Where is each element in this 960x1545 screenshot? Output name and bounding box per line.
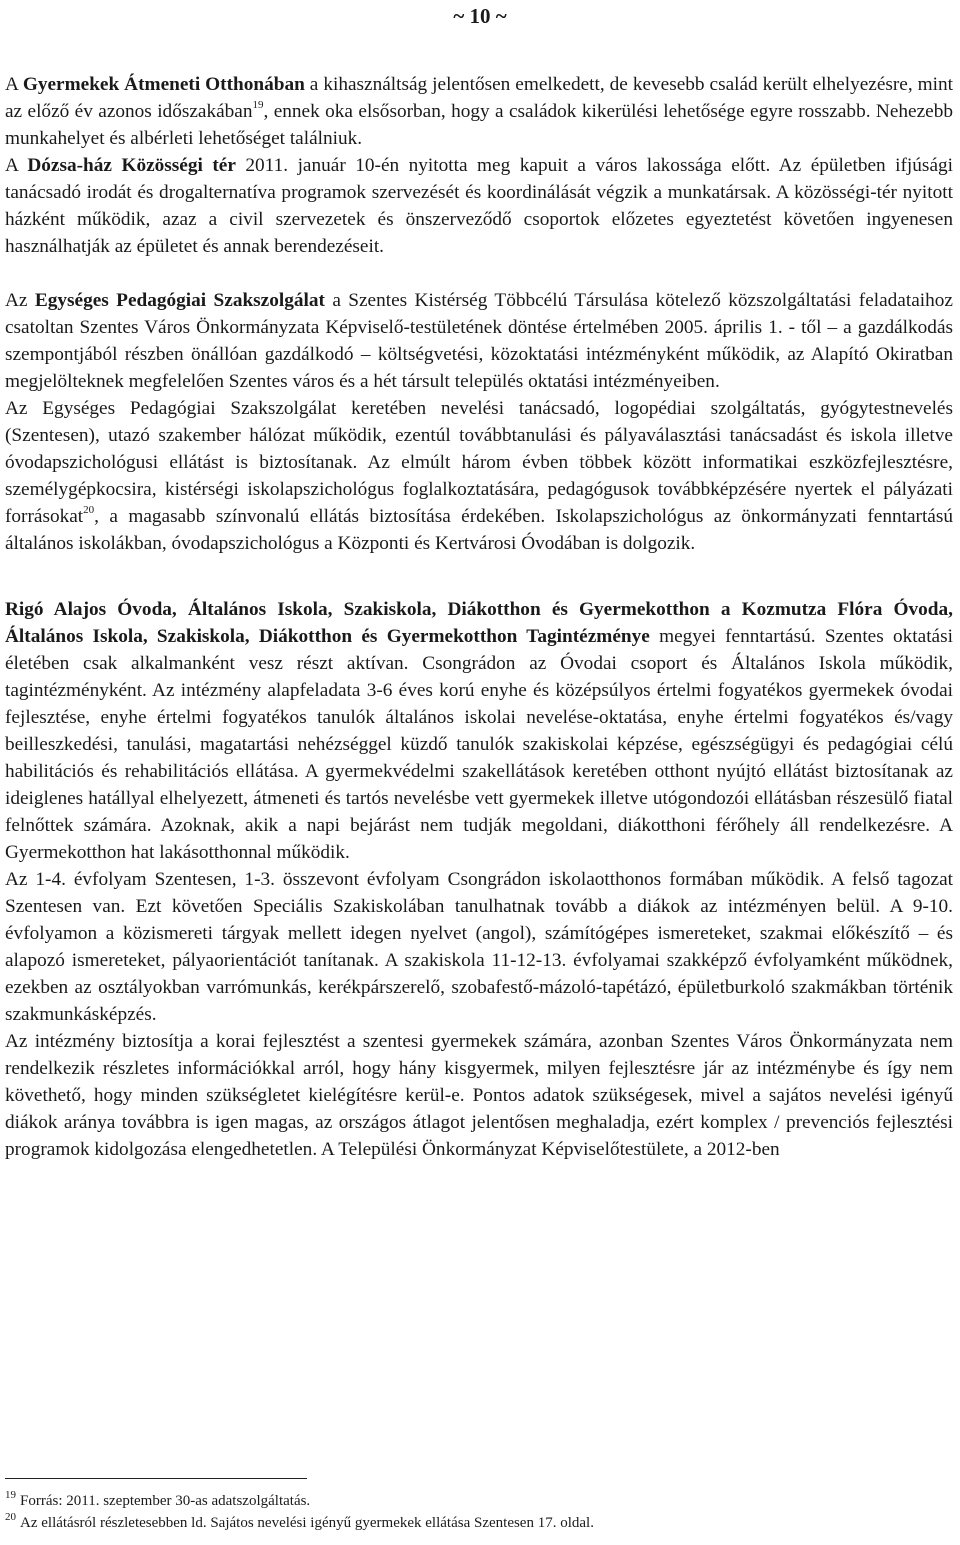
text-run: Az 1-4. évfolyam Szentesen, 1-3. összevont évfolyam Csongrádon iskolaotthonos formában működik. A felső tagozat Szentesen van. Ezt követően Speciális Szakiskolában tanulhatnak tovább a diákok az intézményen belül. A 9-10. évfolyamon a közismereti tárgyak mellett idegen nyelvet (angol), számítógépes ismereteket, szakmai előkészítő – és alapozó ismereteket, pályaorientációt tanítanak. A szakiskola 11-12-13. évfolyamai szakképző évfolyamként működnek, ezekben az osztályokban varrómunkás, kerékpárszerelő, szobafestő-mázoló-tapétázó, épületburkoló szakmákban történik szakmunkásképzés.	[5, 869, 953, 1025]
text-run: a Szentes Kistérség Többcélú Társulása kötelező közszolgáltatási feladataihoz csatoltan Szentes Város Önkormányzata Képviselő-testületének döntése értelmében 2005. április 1. - től – a gazdálkodás szempontjából részben önállóan gazdálkodó – költségvetési, közoktatási intézményként működik, az Alapító Okiratban megjelölteknek megfelelően Szentes város és a hét társult település oktatási intézményeiben.	[5, 290, 953, 392]
paragraph-pedagogiai-szakszolgalat	[5, 287, 953, 395]
body-text	[5, 71, 953, 1163]
text-run: Az	[5, 290, 35, 311]
footnote-20	[5, 1512, 953, 1534]
footnotes	[5, 1490, 953, 1534]
footnote-mark: 19	[5, 1489, 16, 1501]
footnote-text: Forrás: 2011. szeptember 30-as adatszolgáltatás.	[20, 1493, 311, 1509]
institution-name: Egységes Pedagógiai Szakszolgálat	[34, 290, 325, 311]
text-run: , ennek oka elsősorban, hogy a családok kikerülési lehetősége egyre rosszabb. Nehezebb munkahelyet és albérleti lehetőséget találniuk.	[5, 101, 954, 149]
paragraph-gap	[5, 260, 953, 287]
footnote-19	[5, 1490, 953, 1512]
text-run: megyei fenntartású. Szentes oktatási életében csak alkalmanként vesz részt aktívan. Csongrádon az Óvodai csoport és Általános Iskola működik, tagintézményként. Az intézmény alapfeladata 3-6 éves korú enyhe és középsúlyos értelmi fogyatékos gyermekek óvodai fejlesztése, enyhe értelmi fogyatékos tanulók általános iskolai nevelése-oktatása, enyhe értelmi fogyatékos és/vagy beilleszkedési, tanulási, magatartási nehézséggel küzdő tanulók szakiskolai képzése, egészségügyi és pedagógiai célú habilitációs és rehabilitációs ellátása. A gyermekvédelmi szakellátások keretében otthont nyújtó ellátást biztosítanak az ideiglenes hatállyal elhelyezett, átmeneti és tartós nevelésbe vett gyermekek illetve utógondozói ellátásban részesülő fiatal felnőttek számára. Azoknak, akik a napi bejárást nem tudják megoldani, diákotthoni férőhely áll rendelkezésre. A Gyermekotthon hat lakásotthonnal működik.	[5, 626, 953, 863]
institution-name: Gyermekek Átmeneti Otthonában	[22, 74, 305, 95]
paragraph-dozsa-haz	[5, 152, 953, 260]
footnote-text: Az ellátásról részletesebben ld. Sajátos nevelési igényű gyermekek ellátása Szentesen 17. oldal.	[20, 1515, 594, 1531]
text-run: Az Egységes Pedagógiai Szakszolgálat keretében nevelési tanácsadó, logopédiai szolgáltatás, gyógytestnevelés (Szentesen), utazó szakember hálózat működik, ezentúl továbbtanulási és pályaválasztási tanácsadást és iskola illetve óvodapszichológusi ellátást is biztosítanak. Az elmúlt három évben többek között informatikai eszközfejlesztésre, személygépkocsira, kistérségi iskolapszichológus foglalkoztatására, pedagógusok továbbképzésére nyertek el pályázati forrásokat	[5, 398, 953, 527]
page-number: ~ 10 ~	[453, 4, 507, 28]
footnote-ref-20: 20	[83, 504, 95, 516]
paragraph-gap	[5, 557, 953, 596]
paragraph-rigo-alajos	[5, 596, 953, 866]
text-run: Az intézmény biztosítja a korai fejlesztést a szentesi gyermekek számára, azonban Szentes Város Önkormányzata nem rendelkezik részletes információkkal arról, hogy hány kisgyermek, milyen fejlesztésre jár az intézménybe és így nem követhető, hogy minden szükségletet kielégítésre kerül-e. Pontos adatok szükségesek, mivel a sajátos nevelési igényű diákok aránya továbbra is igen magas, az országos átlagot jelentősen meghaladja, ezért komplex / prevenciós fejlesztési programok kidolgozása elengedhetetlen. A Települési Önkormányzat Képviselőtestülete, a 2012-ben	[5, 1031, 953, 1160]
text-run: A	[5, 155, 28, 176]
text-run: a kihasználtság jelentősen emelkedett, de kevesebb család került elhelyezésre, mint az előző év azonos időszakában	[5, 74, 954, 122]
paragraph-szakszolgalat-services	[5, 395, 953, 557]
paragraph-evfolyamok	[5, 866, 953, 1028]
paragraph-gyermekek-atmeneti-otthona	[5, 71, 953, 152]
footnote-mark: 20	[5, 1511, 16, 1523]
text-run: A	[5, 74, 23, 95]
footnote-separator	[5, 1478, 307, 1479]
text-run: 2011. január 10-én nyitotta meg kapuit a város lakossága előtt. Az épületben ifjúsági tanácsadó irodát és drogalternatíva programok szervezését és koordinálását végzik a munkatársak. A közösségi-tér nyitott házként működik, azaz a civil szervezetek és önszerveződő csoportok előzetes egyeztetést követően ingyenesen használhatják az épületet és annak berendezéseit.	[5, 155, 953, 257]
institution-name: Dózsa-ház Közösségi tér	[27, 155, 236, 176]
institution-name: Rigó Alajos Óvoda, Általános Iskola, Szakiskola, Diákotthon és Gyermekotthon a Kozmutza Flóra Óvoda, Általános Iskola, Szakiskola, Diákotthon és Gyermekotthon Tagintézménye	[5, 599, 953, 647]
paragraph-korai-fejlesztes	[5, 1028, 953, 1163]
text-run: , a magasabb színvonalú ellátás biztosítása érdekében. Iskolapszichológus az önkormányzati fenntartású általános iskolákban, óvodapszichológus a Központi és Kertvárosi Óvodában is dolgozik.	[5, 506, 953, 554]
footnote-ref-19: 19	[252, 99, 264, 111]
